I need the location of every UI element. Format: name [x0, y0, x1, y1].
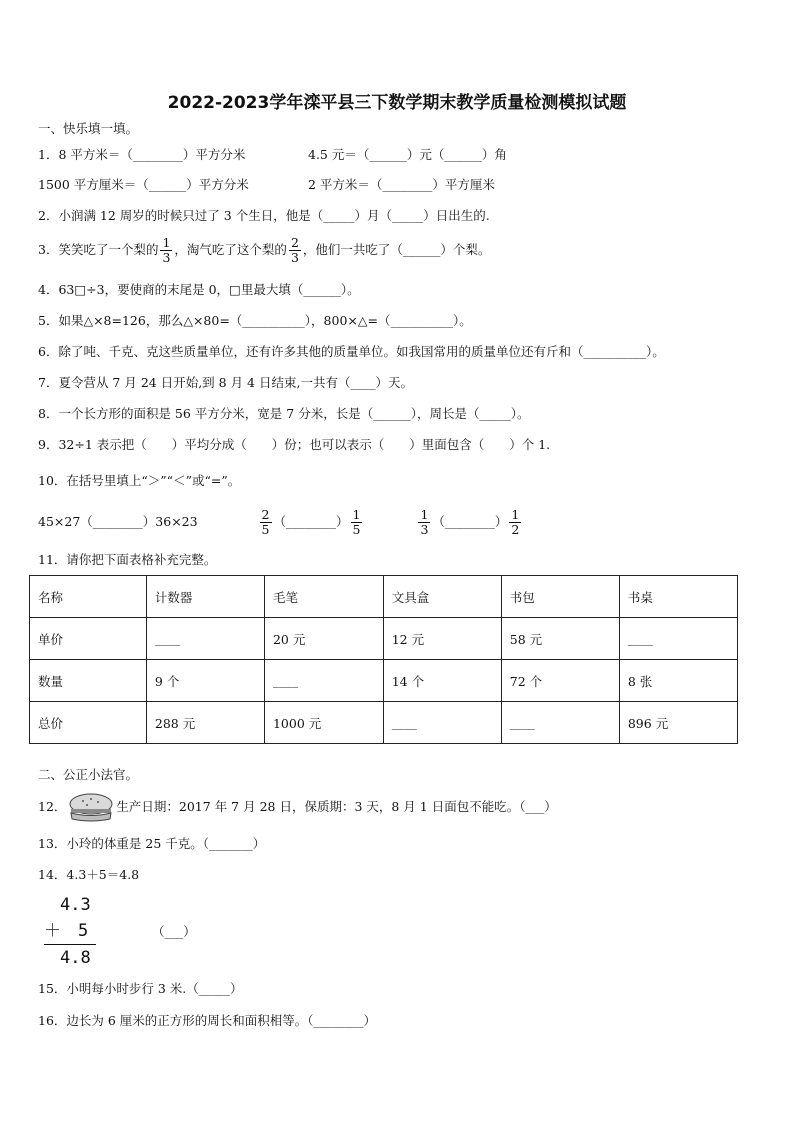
vertical-addition — [44, 892, 96, 971]
table-cell: 288 元 — [146, 702, 264, 744]
fraction-numerator: 1 — [352, 507, 361, 522]
fraction-denominator: 3 — [290, 250, 299, 265]
price-table — [29, 575, 738, 744]
q3-text-post: ，他们一共吃了（______）个梨。 — [302, 242, 491, 257]
fraction-two-thirds — [289, 236, 301, 265]
table-cell: ____ — [501, 702, 619, 744]
question-3 — [38, 236, 490, 265]
fraction-numerator: 2 — [290, 235, 299, 250]
table-header-cell: 书包 — [501, 576, 619, 618]
question-4: 4．63□÷3，要使商的末尾是 0，□里最大填（______）。 — [38, 282, 360, 297]
table-cell: 20 元 — [264, 618, 383, 660]
question-11: 11．请你把下面表格补充完整。 — [38, 552, 217, 567]
table-header-cell: 书桌 — [619, 576, 737, 618]
q12-number: 12． — [38, 799, 67, 814]
question-1c: 1500 平方厘米＝（______）平方分米 — [38, 177, 249, 192]
question-1b: 4.5 元＝（______）元（______）角 — [308, 147, 507, 162]
question-2: 2．小润满 12 周岁的时候只过了 3 个生日，他是（_____）月（_____）日出生的. — [38, 208, 490, 223]
q3-text-mid: ，淘气吃了这个梨的 — [174, 242, 287, 257]
question-10-row — [38, 508, 523, 537]
question-10: 10．在括号里填上“＞”“＜”或“=”。 — [38, 473, 241, 488]
table-cell: 8 张 — [619, 660, 737, 702]
section-heading-2: 二、公正小法官。 — [38, 767, 139, 782]
table-cell: 58 元 — [501, 618, 619, 660]
q3-text-pre: 3．笑笑吃了一个梨的 — [38, 242, 159, 257]
question-12 — [38, 792, 557, 823]
table-row — [30, 618, 738, 660]
table-cell: 总价 — [30, 702, 147, 744]
question-15: 15．小明每小时步行 3 米.（_____） — [38, 981, 243, 996]
question-8: 8．一个长方形的面积是 56 平方分米，宽是 7 分米，长是（______），周长是（_____）。 — [38, 406, 530, 421]
table-cell: ____ — [146, 618, 264, 660]
page-title: 2022-2023学年滦平县三下数学期末教学质量检测模拟试题 — [167, 93, 627, 113]
question-14: 14．4.3＋5＝4.8 — [38, 867, 140, 882]
fraction-denominator: 3 — [420, 522, 429, 537]
section-heading-1: 一、快乐填一填。 — [38, 121, 139, 136]
table-row — [30, 660, 738, 702]
table-header-cell: 计数器 — [146, 576, 264, 618]
table-cell: 单价 — [30, 618, 147, 660]
question-1d: 2 平方米＝（________）平方厘米 — [308, 177, 495, 192]
table-row — [30, 702, 738, 744]
table-cell: 数量 — [30, 660, 147, 702]
question-6: 6．除了吨、千克、克这些质量单位，还有许多其他的质量单位。如我国常用的质量单位还有斤和（__________）。 — [38, 344, 665, 359]
bread-icon — [66, 793, 116, 823]
question-16: 16．边长为 6 厘米的正方形的周长和面积相等。（________） — [38, 1013, 377, 1028]
compare-b-paren: （________） — [273, 514, 349, 529]
fraction-numerator: 1 — [162, 235, 171, 250]
table-header-cell: 毛笔 — [264, 576, 383, 618]
question-1a: 1．8 平方米＝（________）平方分米 — [38, 147, 246, 162]
table-cell: ____ — [383, 702, 501, 744]
fraction-denominator: 2 — [511, 522, 520, 537]
compare-a: 45×27（________）36×23 — [38, 514, 198, 529]
table-cell: ____ — [264, 660, 383, 702]
question-14-paren: （___） — [152, 924, 196, 939]
addend-bottom: ＋ 5 — [44, 918, 96, 945]
fraction-numerator: 1 — [511, 507, 520, 522]
table-header-cell: 文具盒 — [383, 576, 501, 618]
compare-c-paren: （________） — [432, 514, 508, 529]
table-cell: 1000 元 — [264, 702, 383, 744]
question-13: 13．小玲的体重是 25 千克。（_______） — [38, 836, 266, 851]
table-cell: 9 个 — [146, 660, 264, 702]
fraction-denominator: 3 — [162, 250, 171, 265]
sum-result: 4.8 — [60, 948, 91, 968]
fraction-one-third-b — [418, 508, 430, 537]
table-cell: 896 元 — [619, 702, 737, 744]
fraction-numerator: 1 — [420, 507, 429, 522]
fraction-two-fifths — [260, 508, 272, 537]
fraction-one-third — [160, 236, 172, 265]
q12-text: 生产日期：2017 年 7 月 28 日，保质期：3 天，8 月 1 日面包不能吃。（___） — [116, 799, 557, 814]
table-cell: 14 个 — [383, 660, 501, 702]
question-5: 5．如果△×8=126，那么△×80=（__________），800×△=（__________）。 — [38, 313, 472, 328]
question-7: 7．夏令营从 7 月 24 日开始,到 8 月 4 日结束,一共有（____）天。 — [38, 375, 413, 390]
addend-top: 4.3 — [60, 895, 91, 915]
question-9: 9．32÷1 表示把（ ）平均分成（ ）份；也可以表示（ ）里面包含（ ）个 1. — [38, 437, 551, 452]
fraction-one-half — [509, 508, 521, 537]
table-cell: 12 元 — [383, 618, 501, 660]
table-header-cell: 名称 — [30, 576, 147, 618]
fraction-one-fifth — [351, 508, 363, 537]
fraction-numerator: 2 — [261, 507, 270, 522]
fraction-denominator: 5 — [261, 522, 270, 537]
table-header-row — [30, 576, 738, 618]
table-cell: 72 个 — [501, 660, 619, 702]
table-cell: ____ — [619, 618, 737, 660]
fraction-denominator: 5 — [352, 522, 361, 537]
